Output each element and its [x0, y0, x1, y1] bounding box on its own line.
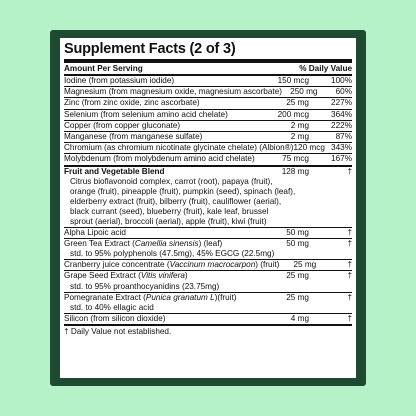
nutrient-name: Magnesium (from magnesium oxide, magnesium ascorbate) — [64, 87, 282, 97]
nutrient-amount: 25 mg — [286, 98, 309, 108]
ingredient-standardization: std. to 95% polyphenols (47.5mg), 45% EGCG (22.5mg) — [70, 249, 275, 259]
ingredient-name: Grape Seed Extract (Vitis vinifera) — [64, 271, 188, 281]
nutrient-dv: 227% — [331, 98, 352, 108]
column-header — [64, 63, 352, 76]
ingredient-row — [64, 271, 352, 292]
ingredient-amount: 4 mg — [290, 313, 309, 323]
nutrient-row — [64, 121, 352, 132]
footnote: † Daily Value not established. — [64, 324, 352, 337]
ingredient-amount: 25 mg — [293, 260, 317, 270]
ingredient-row — [64, 314, 352, 324]
supplement-facts-label — [60, 38, 356, 378]
nutrient-dv: 167% — [331, 154, 352, 164]
nutrient-dv: 222% — [331, 120, 352, 130]
ingredient-standardization: std. to 40% ellagic acid — [70, 302, 154, 312]
nutrient-name: Manganese (from manganese sulfate) — [64, 132, 203, 142]
nutrient-name: Chromium (as chromium nicotinate glycinate chelate) (Albion®) — [64, 143, 294, 153]
ingredient-name: Pomegranate Extract (Punica granatum L)(fruit) — [64, 292, 237, 302]
ingredient-row — [64, 239, 352, 260]
ingredient-amount: 50 mg — [286, 227, 309, 237]
ingredient-row — [64, 260, 352, 271]
ingredient-dv: † — [347, 313, 352, 323]
blend-ingredient-line: Citrus bioflavonoid complex, carrot (root), papaya (fruit), — [70, 176, 273, 186]
daily-value-header: % Daily Value — [299, 64, 352, 73]
label-title: Supplement Facts (2 of 3) — [64, 41, 352, 63]
ingredient-name: Alpha Lipoic acid — [64, 227, 126, 237]
ingredient-standardization: std. to 95% proanthocyanidins (23.75mg) — [70, 281, 220, 291]
nutrient-name: Zinc (from zinc oxide, zinc ascorbate) — [64, 98, 200, 108]
nutrient-dv: 364% — [331, 109, 352, 119]
blend-ingredient-line: elderberry extract (fruit), bilberry (fruit), cauliflower (aerial), — [70, 196, 282, 206]
ingredient-name: Cranberry juice concentrate (Vaccinum macrocarpon) (fruit) — [64, 260, 280, 270]
nutrient-amount: 2 mg — [290, 132, 309, 142]
nutrient-amount: 250 mg — [290, 87, 318, 97]
nutrient-row — [64, 132, 352, 143]
ingredient-name: Silicon (from silicon dioxide) — [64, 313, 166, 323]
nutrient-name: Molybdenum (from molybdenum amino acid chelate) — [64, 154, 255, 164]
nutrient-row — [64, 98, 352, 109]
ingredient-dv: † — [347, 292, 352, 302]
ingredient-row — [64, 293, 352, 314]
nutrient-amount: 200 mcg — [277, 109, 309, 119]
blend-amount: 128 mg — [281, 166, 309, 176]
ingredient-dv: † — [347, 260, 352, 270]
amount-per-serving-header: Amount Per Serving — [64, 64, 143, 73]
blend-header-row — [64, 167, 352, 177]
nutrient-row — [64, 143, 352, 154]
blend-ingredient-line: sprout (aerial), broccoli (aerial), apple (fruit), kiwi (fruit) — [70, 216, 267, 226]
nutrient-dv: 343% — [331, 143, 352, 153]
ingredient-dv: † — [347, 271, 352, 281]
nutrient-name: Iodine (from potassium iodide) — [64, 76, 175, 85]
nutrient-dv: 60% — [335, 87, 352, 97]
ingredient-row — [64, 228, 352, 239]
ingredient-amount: 25 mg — [286, 292, 309, 302]
nutrient-name: Selenium (from selenium amino acid chelate) — [64, 109, 228, 119]
minerals-list — [64, 76, 352, 337]
ingredient-amount: 50 mg — [286, 239, 309, 249]
ingredient-dv: † — [347, 227, 352, 237]
nutrient-row — [64, 76, 352, 87]
ingredient-dv: † — [347, 239, 352, 249]
nutrient-dv: 100% — [331, 76, 352, 85]
nutrient-name: Copper (from copper gluconate) — [64, 120, 181, 130]
blend-name: Fruit and Vegetable Blend — [64, 166, 165, 176]
nutrient-amount: 75 mcg — [282, 154, 309, 164]
nutrient-row — [64, 110, 352, 121]
nutrient-amount: 150 mcg — [277, 76, 309, 85]
nutrient-amount: 2 mg — [290, 120, 309, 130]
fruit-vegetable-blend — [64, 167, 352, 228]
nutrient-amount: 120 mcg — [293, 143, 325, 153]
blend-ingredient-line: black currant (seed), blueberry (fruit), kale leaf, brussel — [70, 206, 269, 216]
nutrient-dv: 87% — [335, 132, 352, 142]
ingredient-name: Green Tea Extract (Camellia sinensis) (leaf) — [64, 239, 223, 249]
ingredient-amount: 25 mg — [286, 271, 309, 281]
nutrient-row — [64, 154, 352, 166]
blend-dv: † — [347, 166, 352, 176]
blend-ingredient-line: orange (fruit), pineapple (fruit), pumpkin (seed), spinach (leaf), — [70, 186, 296, 196]
nutrient-row — [64, 87, 352, 98]
